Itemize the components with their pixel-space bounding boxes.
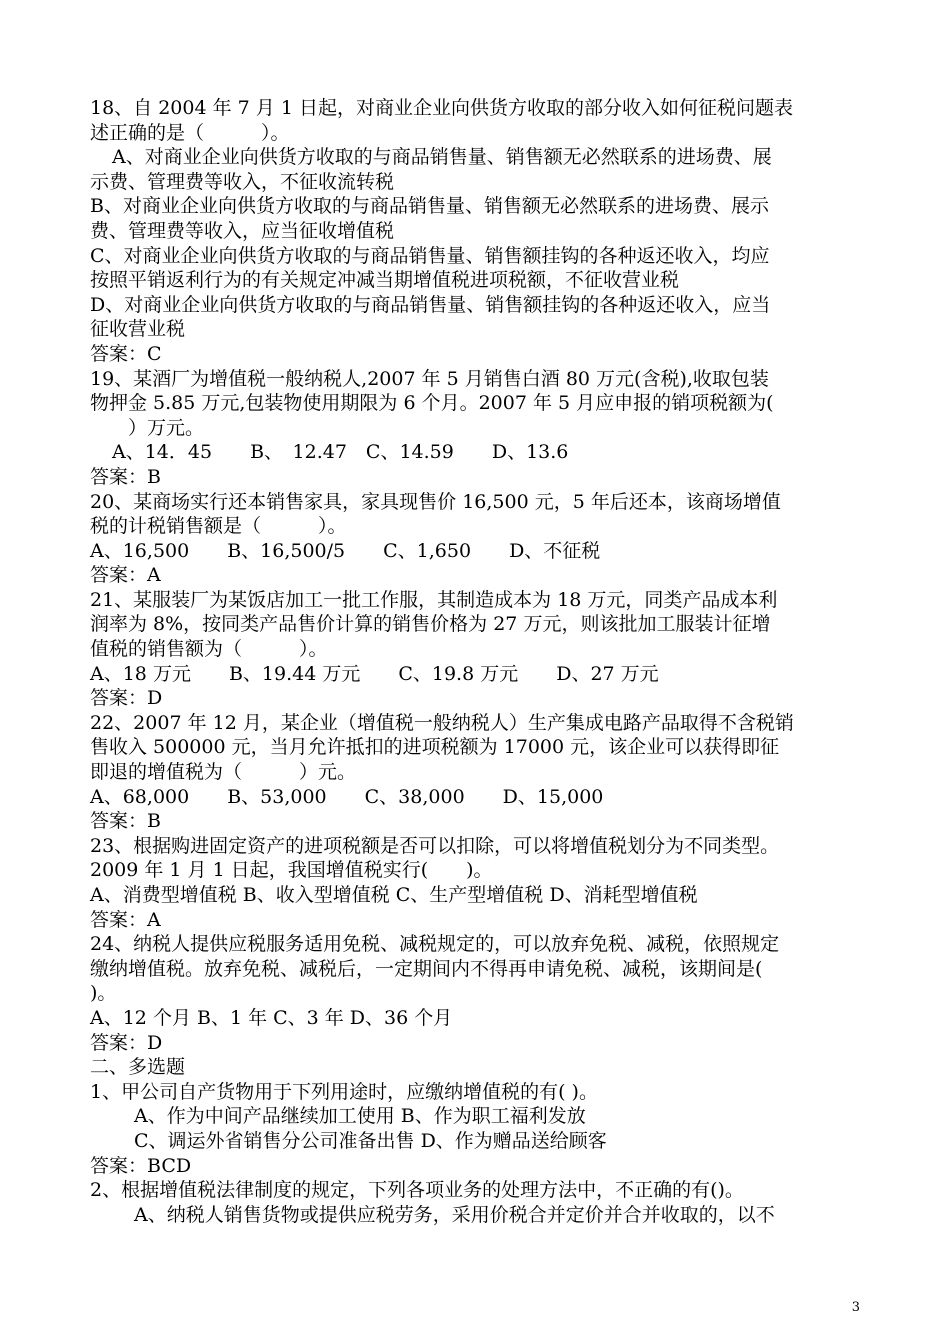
page-number: 3 [851, 1300, 860, 1315]
text-line: 答案：C [90, 342, 162, 365]
text-line: 二、多选题 [90, 1056, 186, 1079]
text-line: 2009 年 1 月 1 日起，我国增值税实行( )。 [90, 859, 493, 882]
text-line: 费、管理费等收入，应当征收增值税 [90, 219, 395, 242]
text-line: 即退的增值税为（ ）元。 [90, 761, 357, 784]
text-line: 缴纳增值税。放弃免税、减税后，一定期间内不得再申请免税、减税，该期间是( [90, 957, 763, 980]
text-line: A、纳税人销售货物或提供应税劳务，采用价税合并定价并合并收取的，以不 [134, 1203, 775, 1226]
text-line: 23、根据购进固定资产的进项税额是否可以扣除，可以将增值税划分为不同类型。 [90, 834, 780, 857]
text-line: A、对商业企业向供货方收取的与商品销售量、销售额无必然联系的进场费、展 [112, 146, 772, 169]
text-line: A、68,000 B、53,000 C、38,000 D、15,000 [90, 785, 604, 808]
text-line: B、对商业企业向供货方收取的与商品销售量、销售额无必然联系的进场费、展示 [90, 195, 769, 218]
text-line: 答案：A [90, 564, 161, 587]
text-line: C、对商业企业向供货方收取的与商品销售量、销售额挂钩的各种返还收入，均应 [90, 244, 770, 267]
text-line: A、作为中间产品继续加工使用 B、作为职工福利发放 [134, 1105, 586, 1128]
text-line: 答案：B [90, 810, 161, 833]
text-line: 税的计税销售额是（ ）。 [90, 515, 347, 538]
text-line: 答案：B [90, 465, 161, 488]
text-line: 20、某商场实行还本销售家具，家具现售价 16,500 元，5 年后还本，该商场增值 [90, 490, 781, 513]
text-line: 21、某服装厂为某饭店加工一批工作服，其制造成本为 18 万元，同类产品成本利 [90, 588, 778, 611]
document-body [90, 96, 870, 1227]
text-line: 2、根据增值税法律制度的规定，下列各项业务的处理方法中，不正确的有()。 [90, 1179, 744, 1202]
text-line: D、对商业企业向供货方收取的与商品销售量、销售额挂钩的各种返还收入，应当 [90, 293, 771, 316]
text-line: A、14．45 B、 12.47 C、14.59 D、13.6 [112, 441, 569, 464]
text-line: A、消费型增值税 B、收入型增值税 C、生产型增值税 D、消耗型增值税 [90, 884, 698, 906]
text-line: 征收营业税 [90, 318, 186, 341]
text-line: 22、2007 年 12 月，某企业（增值税一般纳税人）生产集成电路产品取得不含税销 [90, 711, 794, 734]
text-line: )。 [90, 982, 117, 1005]
text-line: 示费、管理费等收入，不征收流转税 [90, 170, 395, 193]
text-line: 售收入 500000 元，当月允许抵扣的进项税额为 17000 元，该企业可以获得即征 [90, 736, 780, 759]
text-line: 24、纳税人提供应税服务适用免税、减税规定的，可以放弃免税、减税，依照规定 [90, 933, 780, 956]
text-line: 述正确的是（ ）。 [90, 121, 290, 144]
text-line: 答案：D [90, 687, 163, 710]
text-line: ）万元。 [90, 416, 205, 439]
text-line: A、12 个月 B、1 年 C、3 年 D、36 个月 [90, 1006, 453, 1029]
text-line: 答案：D [90, 1031, 163, 1054]
text-line: C、调运外省销售分公司准备出售 D、作为赠品送给顾客 [134, 1129, 607, 1152]
text-line: 答案：A [90, 908, 161, 931]
text-line: A、18 万元 B、19.44 万元 C、19.8 万元 D、27 万元 [90, 662, 659, 685]
text-line: 19、某酒厂为增值税一般纳税人,2007 年 5 月销售白酒 80 万元(含税),收取包装 [90, 367, 769, 390]
text-line: 1、甲公司自产货物用于下列用途时，应缴纳增值税的有( )。 [90, 1080, 598, 1103]
text-line: 按照平销返利行为的有关规定冲减当期增值税进项税额，不征收营业税 [90, 269, 680, 292]
text-line: A、16,500 B、16,500/5 C、1,650 D、不征税 [90, 539, 601, 562]
text-line: 润率为 8%，按同类产品售价计算的销售价格为 27 万元，则该批加工服装计征增 [90, 613, 771, 636]
text-line: 答案：BCD [90, 1154, 192, 1177]
text-line: 物押金 5.85 万元,包装物使用期限为 6 个月。2007 年 5 月应申报的销项税额为( [90, 392, 774, 415]
text-line: 值税的销售额为（ ）。 [90, 638, 328, 661]
text-line: 18、自 2004 年 7 月 1 日起，对商业企业向供货方收取的部分收入如何征税问题表 [90, 97, 793, 119]
